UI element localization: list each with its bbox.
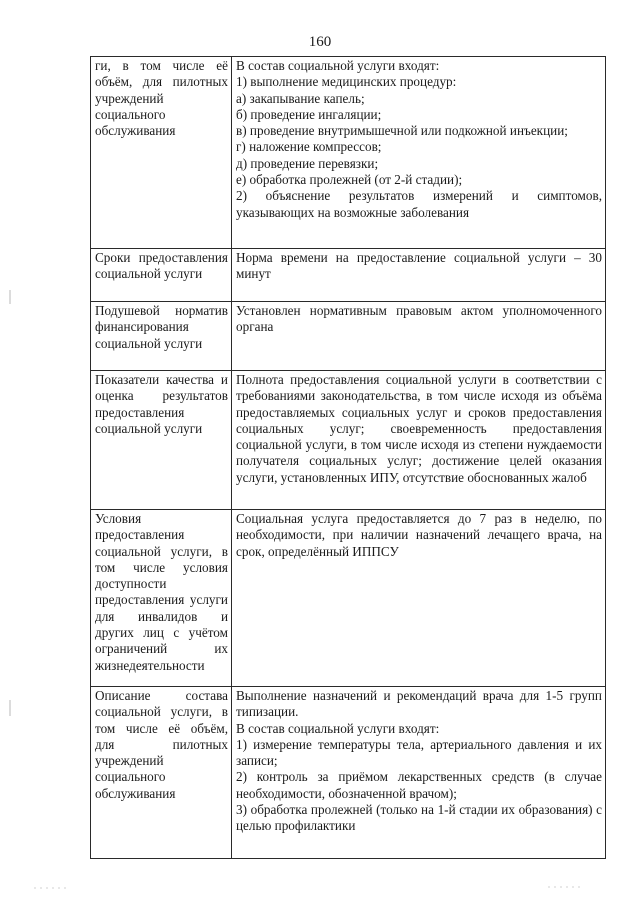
content-line: В состав социальной услуги входят: (236, 720, 440, 736)
content-line: 3) обработка пролежней (только на 1-й стадии их образования) с целью профилактики (236, 802, 602, 834)
content-line: Социальная услуга предоставляется до 7 раз в неделю, по необходимости, при наличии назначений лечащего врача, на срок, определённый ИППСУ (236, 511, 602, 559)
content-line: в) проведение внутримышечной или подкожной инъекции; (236, 123, 568, 139)
row-heading: Сроки предоставления социальной услуги (91, 249, 232, 302)
row-heading: Условия предоставления социальной услуги, в том числе условия доступности предоставления услуги для инвалидов и других лиц с учётом ограничений их жизнедеятельности (91, 510, 232, 687)
content-line: а) закапывание капель; (236, 90, 365, 106)
content-line: 1) измерение температуры тела, артериального давления и их записи; (236, 736, 602, 769)
content-line: 2) объяснение результатов измерений и симптомов, указывающих на возможные заболевания (236, 188, 602, 220)
row-heading: Подушевой норматив финансирования социальной услуги (91, 302, 232, 371)
page-number: 160 (308, 34, 332, 50)
content-line: 2) контроль за приёмом лекарственных средств (в случае необходимости, обозначенной врачом); (236, 769, 602, 801)
row-heading: Показатели качества и оценка результатов предоставления социальной услуги (91, 371, 232, 510)
row-heading: ги, в том числе её объём, для пилотных учреждений социального обслуживания (91, 57, 232, 249)
content-line: б) проведение ингаляции; (236, 106, 382, 122)
content-line: Норма времени на предоставление социальной услуги – 30 минут (236, 250, 602, 282)
content-line: д) проведение перевязки; (236, 155, 379, 171)
row-heading: Описание состава социальной услуги, в том числе её объём, для пилотных учреждений социального обслуживания (91, 687, 232, 859)
content-line: Установлен нормативным правовым актом уполномоченного органа (236, 303, 602, 335)
content-line: Выполнение назначений и рекомендаций врача для 1-5 групп типизации. (236, 688, 602, 720)
content-line: е) обработка пролежней (от 2-й стадии); (236, 172, 463, 188)
content-line: В состав социальной услуги входят: (236, 58, 440, 73)
content-line: 1) выполнение медицинских процедур: (236, 74, 457, 90)
content-line: г) наложение компрессов; (236, 139, 382, 155)
content-line: Полнота предоставления социальной услуги в соответствии с требованиями законодательства, в том числе исходя из объёма предоставляемых социальных услуг и сроков предоставления социальных услуг; своевременность предоставления социальной услуги, в том числе исходя из степени нуждаемости получателя социальных услуг; достижение целей оказания услуги, установленных ИПУ, отсутствие обоснованных жалоб (236, 372, 602, 485)
